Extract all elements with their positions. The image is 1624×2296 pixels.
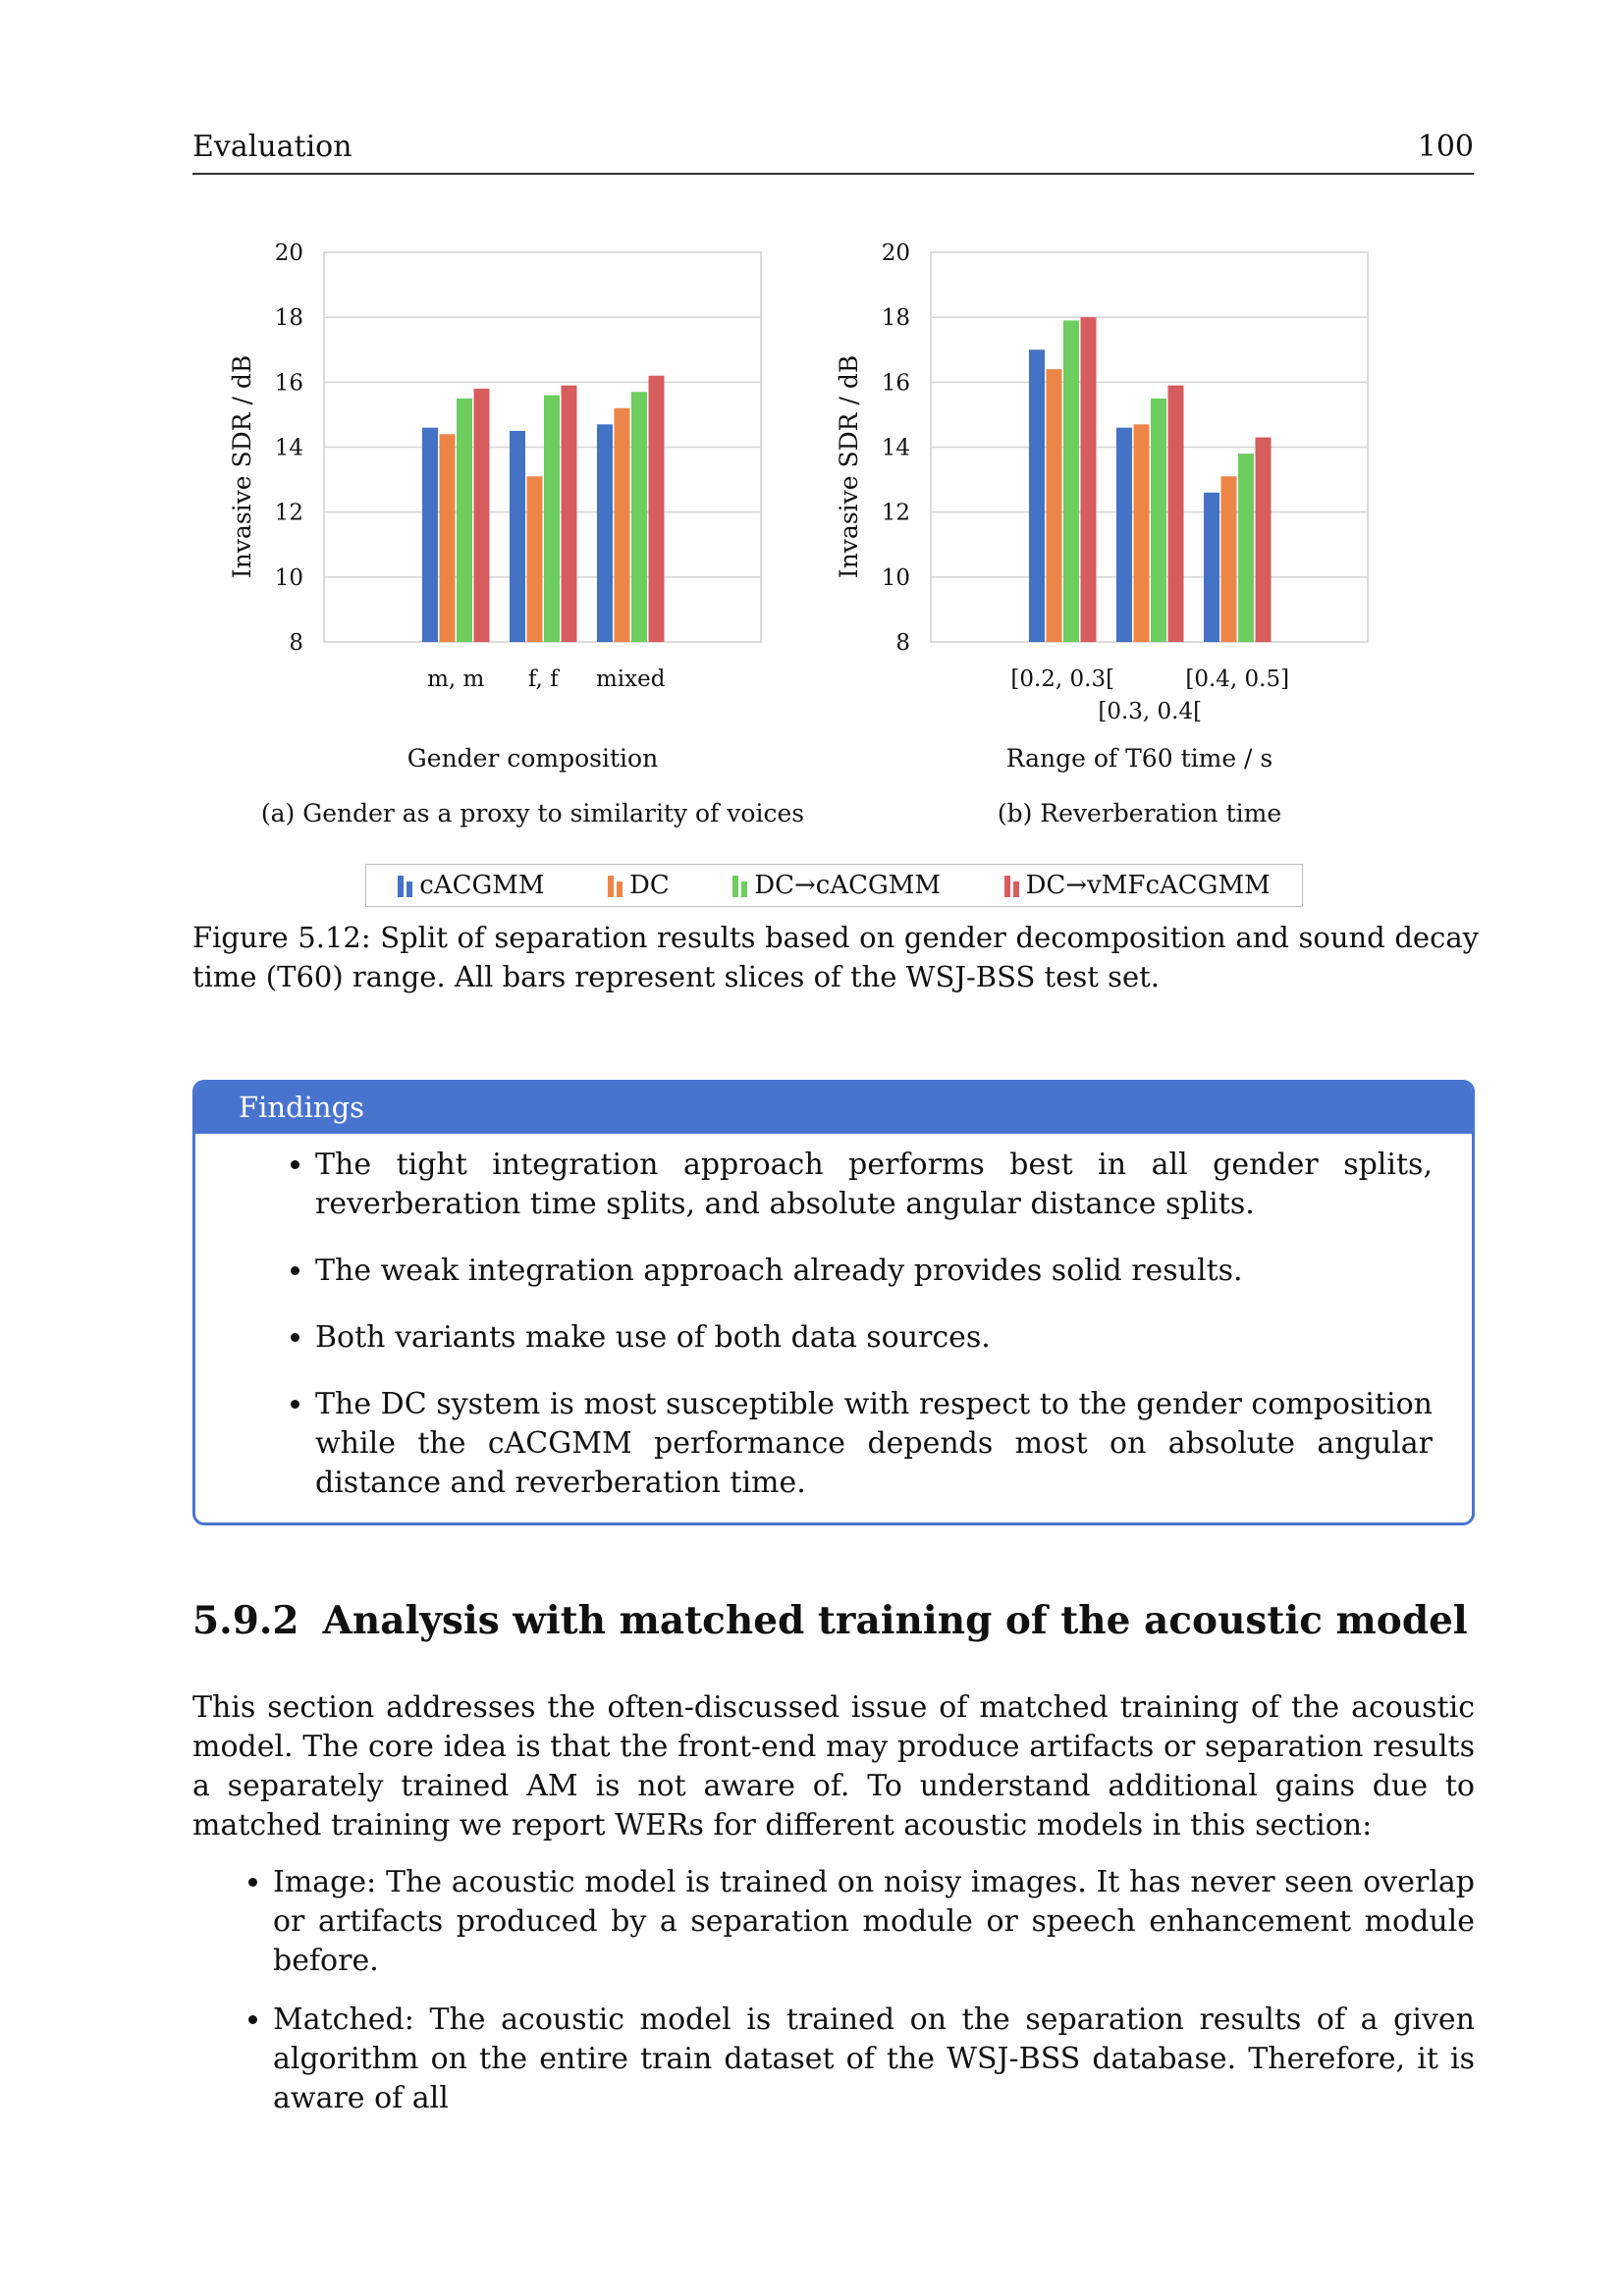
section-heading [192, 1598, 1468, 1643]
body-bullet-list [192, 1863, 1475, 2138]
bar-dcvmfcacgmm [1168, 386, 1184, 642]
y-tick-label: 12 [881, 500, 910, 526]
legend-label: DC [629, 871, 670, 900]
y-tick-label: 14 [274, 435, 303, 461]
running-header-title: Evaluation [192, 130, 352, 164]
bar-dc [1134, 424, 1150, 642]
bar-cacgmm [1204, 493, 1219, 642]
legend-swatch-dc-cacgmm [732, 874, 750, 897]
legend-item-dc-cacgmm [732, 871, 941, 900]
bar-dc [440, 434, 456, 642]
section-title: Analysis with matched training of the acoustic model [322, 1598, 1468, 1643]
findings-item: • The DC system is most susceptible with respect to the gender composition while the cACGMM performance depends most on absolute angular distance and reverberation time. [315, 1385, 1433, 1503]
y-tick-label: 18 [274, 305, 303, 332]
legend-swatch-dc-vmfcacgmm [1004, 874, 1022, 897]
x-tick-label: mixed [596, 667, 666, 692]
findings-box [192, 1080, 1475, 1525]
bar-dcvmfcacgmm [649, 376, 665, 642]
bar-dc [527, 476, 543, 642]
bar-dccacgmm [544, 396, 560, 642]
findings-item: • The tight integration approach performs best in all gender splits, reverberation time splits, and absolute angular distance splits. [315, 1146, 1433, 1224]
bar-dcvmfcacgmm [1256, 438, 1272, 642]
legend-swatch-dc [608, 874, 625, 897]
bar-dcvmfcacgmm [562, 386, 577, 642]
y-tick-label: 18 [881, 305, 910, 332]
bar-dccacgmm [1063, 320, 1079, 642]
bar-cacgmm [510, 431, 525, 642]
y-tick-label: 14 [881, 435, 910, 461]
y-axis-title: Invasive SDR / dB [228, 354, 256, 579]
legend-label: DC→cACGMM [754, 871, 942, 900]
findings-item: • The weak integration approach already provides solid results. [315, 1252, 1433, 1291]
y-tick-label: 12 [274, 500, 303, 526]
section-number: 5.9.2 [192, 1598, 299, 1643]
body-paragraph: This section addresses the often-discussed issue of matched training of the acoustic model. The core idea is that the front-end may produce artifacts or separation results a separately trained AM is not aware of. To understand additional gains due to matched training we report WERs for different acoustic models in this section: [192, 1690, 1475, 1842]
findings-item: • Both variants make use of both data sources. [315, 1318, 1433, 1358]
bar-dc [1047, 369, 1062, 642]
y-tick-label: 10 [274, 564, 303, 591]
figure-caption: Figure 5.12: Split of separation results based on gender decomposition and sound decay time (T60) range. All bars represent slices of the WSJ-BSS test set. [192, 921, 1479, 993]
x-tick-label: f, f [527, 667, 559, 692]
y-tick-label: 10 [881, 564, 910, 591]
legend-item-dc-vmfcacgmm [1004, 871, 1271, 900]
findings-list [195, 1134, 1472, 1503]
bar-dc [1221, 476, 1237, 642]
bar-dccacgmm [457, 399, 472, 642]
bar-dc [615, 408, 630, 642]
subfigure-caption: (b) Reverberation time [997, 799, 1282, 828]
findings-title: Findings [195, 1083, 1472, 1134]
bar-dccacgmm [631, 392, 647, 642]
bar-dcvmfcacgmm [474, 389, 490, 642]
chart-legend [365, 864, 1303, 907]
y-tick-label: 8 [289, 630, 303, 656]
y-tick-label: 20 [274, 240, 303, 266]
body-bullet: • Matched: The acoustic model is trained on the separation results of a given algorithm on the entire train dataset of the WSJ-BSS database. Therefore, it is aware of all [273, 2001, 1475, 2118]
chart-b-svg [823, 221, 1432, 849]
chart-reverberation-time [823, 221, 1432, 849]
x-tick-label: [0.4, 0.5] [1185, 667, 1290, 692]
legend-item-dc [608, 871, 670, 900]
bar-cacgmm [1116, 428, 1132, 642]
legend-label: cACGMM [419, 871, 545, 900]
x-axis-title: Gender composition [406, 744, 659, 773]
body-bullet: • Image: The acoustic model is trained on noisy images. It has never seen overlap or artifacts produced by a separation module or speech enhancement module before. [273, 1863, 1475, 1981]
chart-gender-composition [216, 221, 825, 849]
bar-dccacgmm [1238, 454, 1254, 642]
y-axis-title: Invasive SDR / dB [835, 354, 863, 579]
y-tick-label: 16 [274, 370, 303, 397]
y-tick-label: 16 [881, 370, 910, 397]
bar-dcvmfcacgmm [1081, 317, 1097, 642]
bar-dccacgmm [1151, 399, 1166, 642]
legend-swatch-cacgmm [398, 874, 415, 897]
chart-a-svg [216, 221, 825, 849]
bar-cacgmm [597, 424, 613, 642]
bar-cacgmm [422, 428, 438, 642]
legend-label: DC→vMFcACGMM [1025, 871, 1271, 900]
x-tick-label: m, m [427, 667, 485, 692]
header-rule [192, 173, 1474, 175]
subfigure-caption: (a) Gender as a proxy to similarity of voices [260, 799, 805, 828]
legend-item-cacgmm [398, 871, 544, 900]
x-tick-label: [0.3, 0.4[ [1098, 699, 1203, 724]
y-tick-label: 8 [895, 630, 910, 656]
x-axis-title: Range of T60 time / s [1005, 744, 1273, 773]
x-tick-label: [0.2, 0.3[ [1010, 667, 1115, 692]
bar-cacgmm [1029, 349, 1045, 642]
page-number: 100 [1417, 130, 1474, 164]
y-tick-label: 20 [881, 240, 910, 266]
